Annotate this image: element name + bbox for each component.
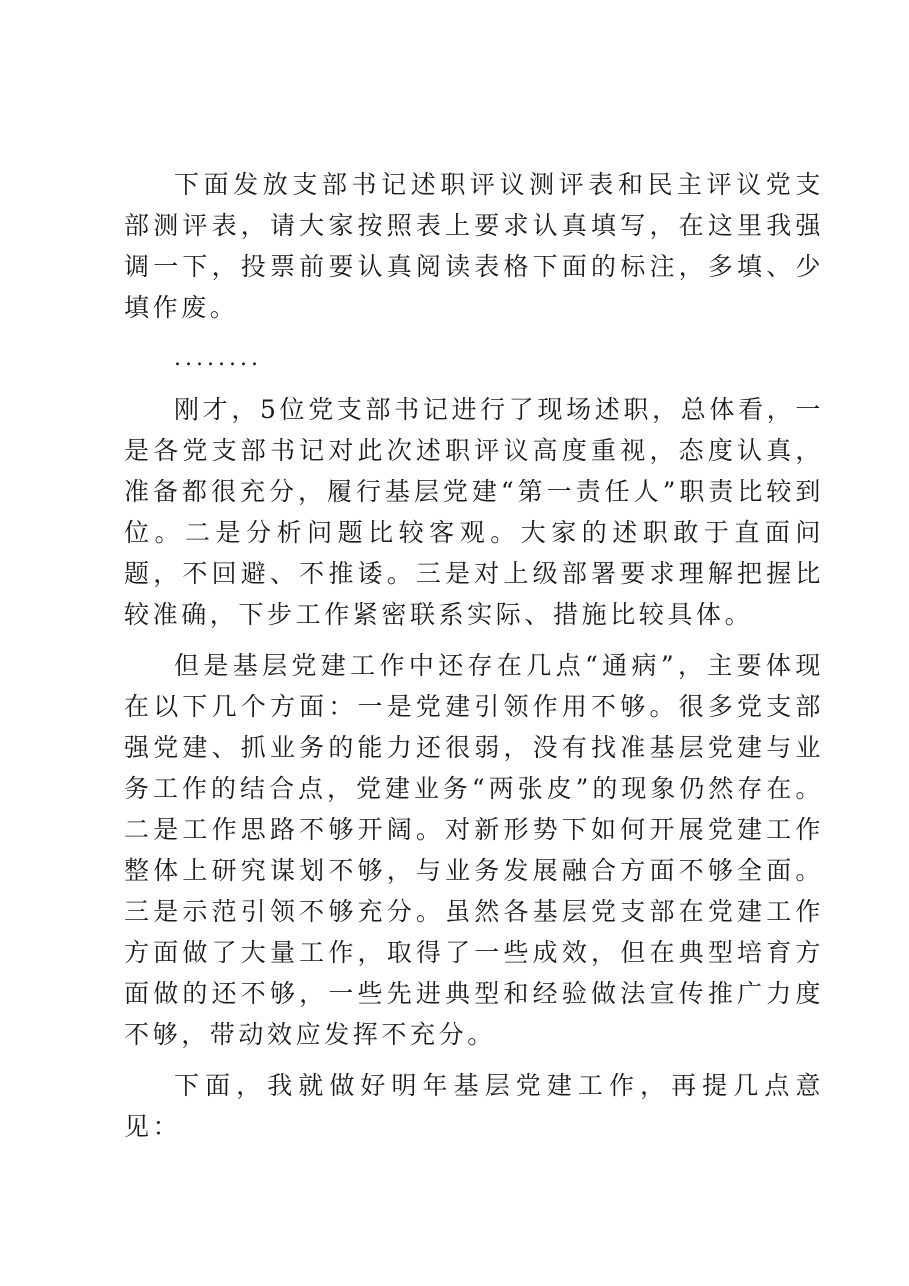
ellipsis-separator: ........ <box>174 346 262 371</box>
paragraph-next-year-opinions: 下面，我就做好明年基层党建工作，再提几点意见： <box>124 1071 824 1141</box>
paragraph-report-summary: 刚才，5位党支部书记进行了现场述职，总体看，一是各党支部书记对此次述职评议高度重视，态度认真，准备都很充分，履行基层党建“第一责任人”职责比较到位。二是分析问题比较客观。大家的述职敢于直面问题，不回避、不推诿。三是对上级部署要求理解把握比较准确，下步工作紧密联系实际、措施比较具体。 <box>124 395 824 629</box>
paragraph-ballot-instructions: 下面发放支部书记述职评议测评表和民主评议党支部测评表，请大家按照表上要求认真填写，在这里我强调一下，投票前要认真阅读表格下面的标注，多填、少填作废。 <box>124 170 824 322</box>
paragraph-common-problems: 但是基层党建工作中还存在几点“通病”，主要体现在以下几个方面：一是党建引领作用不够。很多党支部强党建、抓业务的能力还很弱，没有找准基层党建与业务工作的结合点，党建业务“两张皮”的现象仍然存在。二是工作思路不够开阔。对新形势下如何开展党建工作整体上研究谋划不够，与业务发展融合方面不够全面。三是示范引领不够充分。虽然各基层党支部在党建工作方面做了大量工作，取得了一些成效，但在典型培育方面做的还不够，一些先进典型和经验做法宣传推广力度不够，带动效应发挥不充分。 <box>124 651 824 1049</box>
document-body <box>124 164 824 1157</box>
